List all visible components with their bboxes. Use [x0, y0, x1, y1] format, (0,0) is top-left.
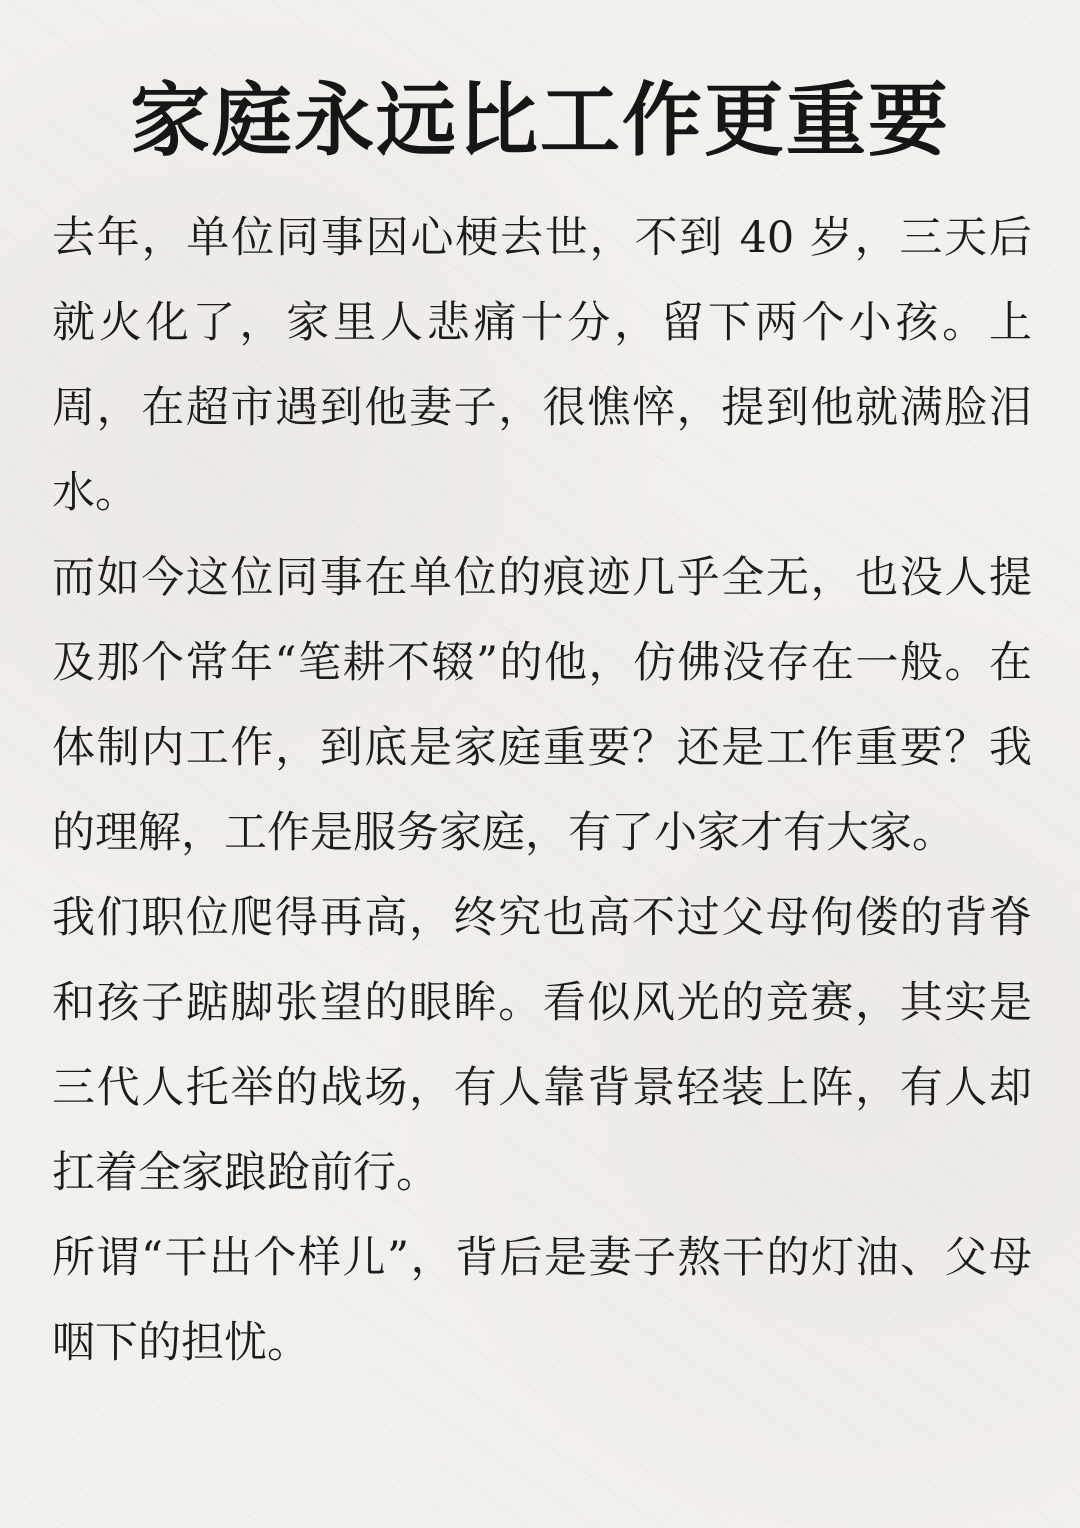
article-body — [52, 196, 1032, 1386]
document-title: 家庭永远比工作更重要 — [130, 73, 950, 167]
paragraph-3: 我们职位爬得再高，终究也高不过父母佝偻的背脊和孩子踮脚张望的眼眸。看似风光的竞赛，其实是三代人托举的战场，有人靠背景轻装上阵，有人却扛着全家踉跄前行。 — [52, 893, 1032, 1198]
paragraph-1: 去年，单位同事因心梗去世，不到 40 岁，三天后就火化了，家里人悲痛十分，留下两个小孩。上周，在超市遇到他妻子，很憔悴，提到他就满脸泪水。 — [52, 213, 1032, 518]
paragraph-2: 而如今这位同事在单位的痕迹几乎全无，也没人提及那个常年“笔耕不辍”的他，仿佛没存在一般。在体制内工作，到底是家庭重要？还是工作重要？我的理解，工作是服务家庭，有了小家才有大家。 — [52, 553, 1032, 858]
paragraph-4: 所谓“干出个样儿”，背后是妻子熬干的灯油、父母咽下的担忧。 — [52, 1233, 1032, 1368]
